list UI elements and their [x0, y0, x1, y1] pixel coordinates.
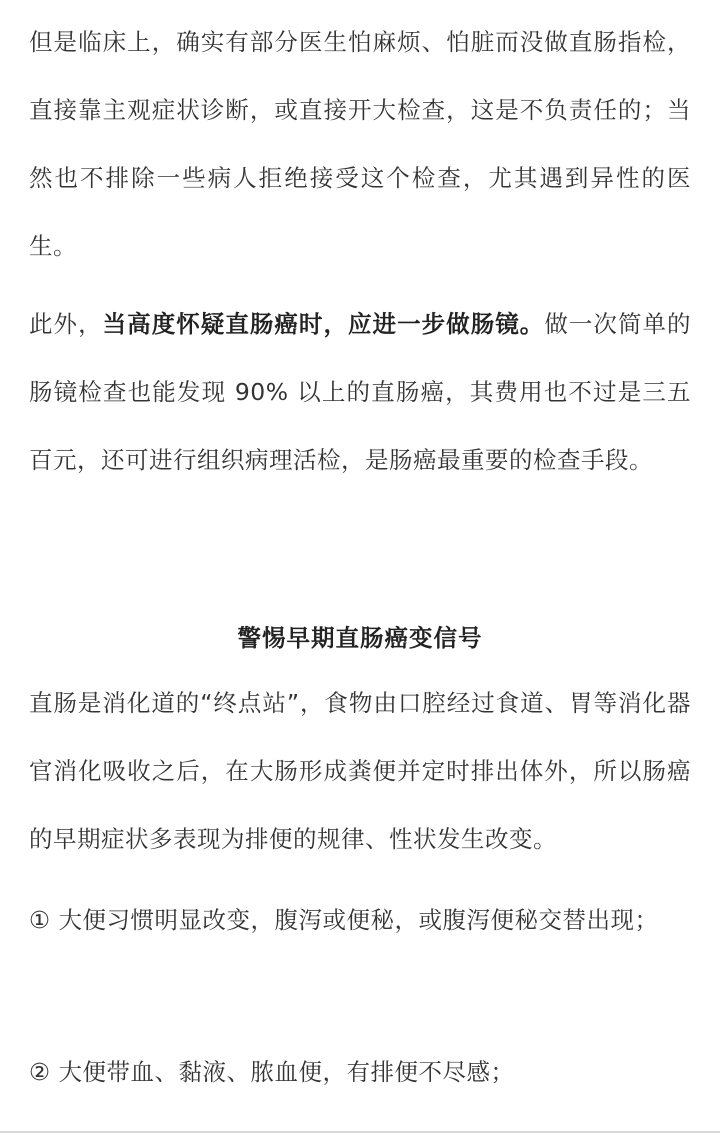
paragraph-rectum-intro: [29, 669, 691, 873]
list-item-symptom-1: [29, 886, 691, 954]
emphasis-colonoscopy: 当高度怀疑直肠癌时，应进一步做肠镜。: [102, 310, 545, 338]
bottom-divider: [0, 1131, 720, 1133]
paragraph-clinical-practice: [29, 8, 691, 280]
list-item-symptom-2: [29, 1038, 691, 1106]
paragraph-text: 但是临床上，确实有部分医生怕麻烦、怕脏而没做直肠指检，直接靠主观症状诊断，或直接开大检查，这是不负责任的；当然也不排除一些病人拒绝接受这个检查，尤其遇到异性的医生。: [29, 28, 691, 260]
paragraph-colonoscopy: [29, 290, 691, 494]
section-heading: 警惕早期直肠癌变信号: [237, 624, 483, 652]
paragraph-prefix: 此外，: [29, 310, 103, 338]
paragraph-suffix: 做一次简单的肠镜检查也能发现 90% 以上的直肠癌，其费用也不过是三五百元，还可进行组织病理活检，是肠癌最重要的检查手段。: [29, 310, 692, 474]
list-item-text: ② 大便带血、黏液、脓血便，有排便不尽感；: [29, 1058, 515, 1086]
list-item-text: ① 大便习惯明显改变，腹泻或便秘，或腹泻便秘交替出现；: [29, 906, 659, 934]
paragraph-text: 直肠是消化道的“终点站”，食物由口腔经过食道、胃等消化器官消化吸收之后，在大肠形成粪便并定时排出体外，所以肠癌的早期症状多表现为排便的规律、性状发生改变。: [29, 689, 691, 853]
